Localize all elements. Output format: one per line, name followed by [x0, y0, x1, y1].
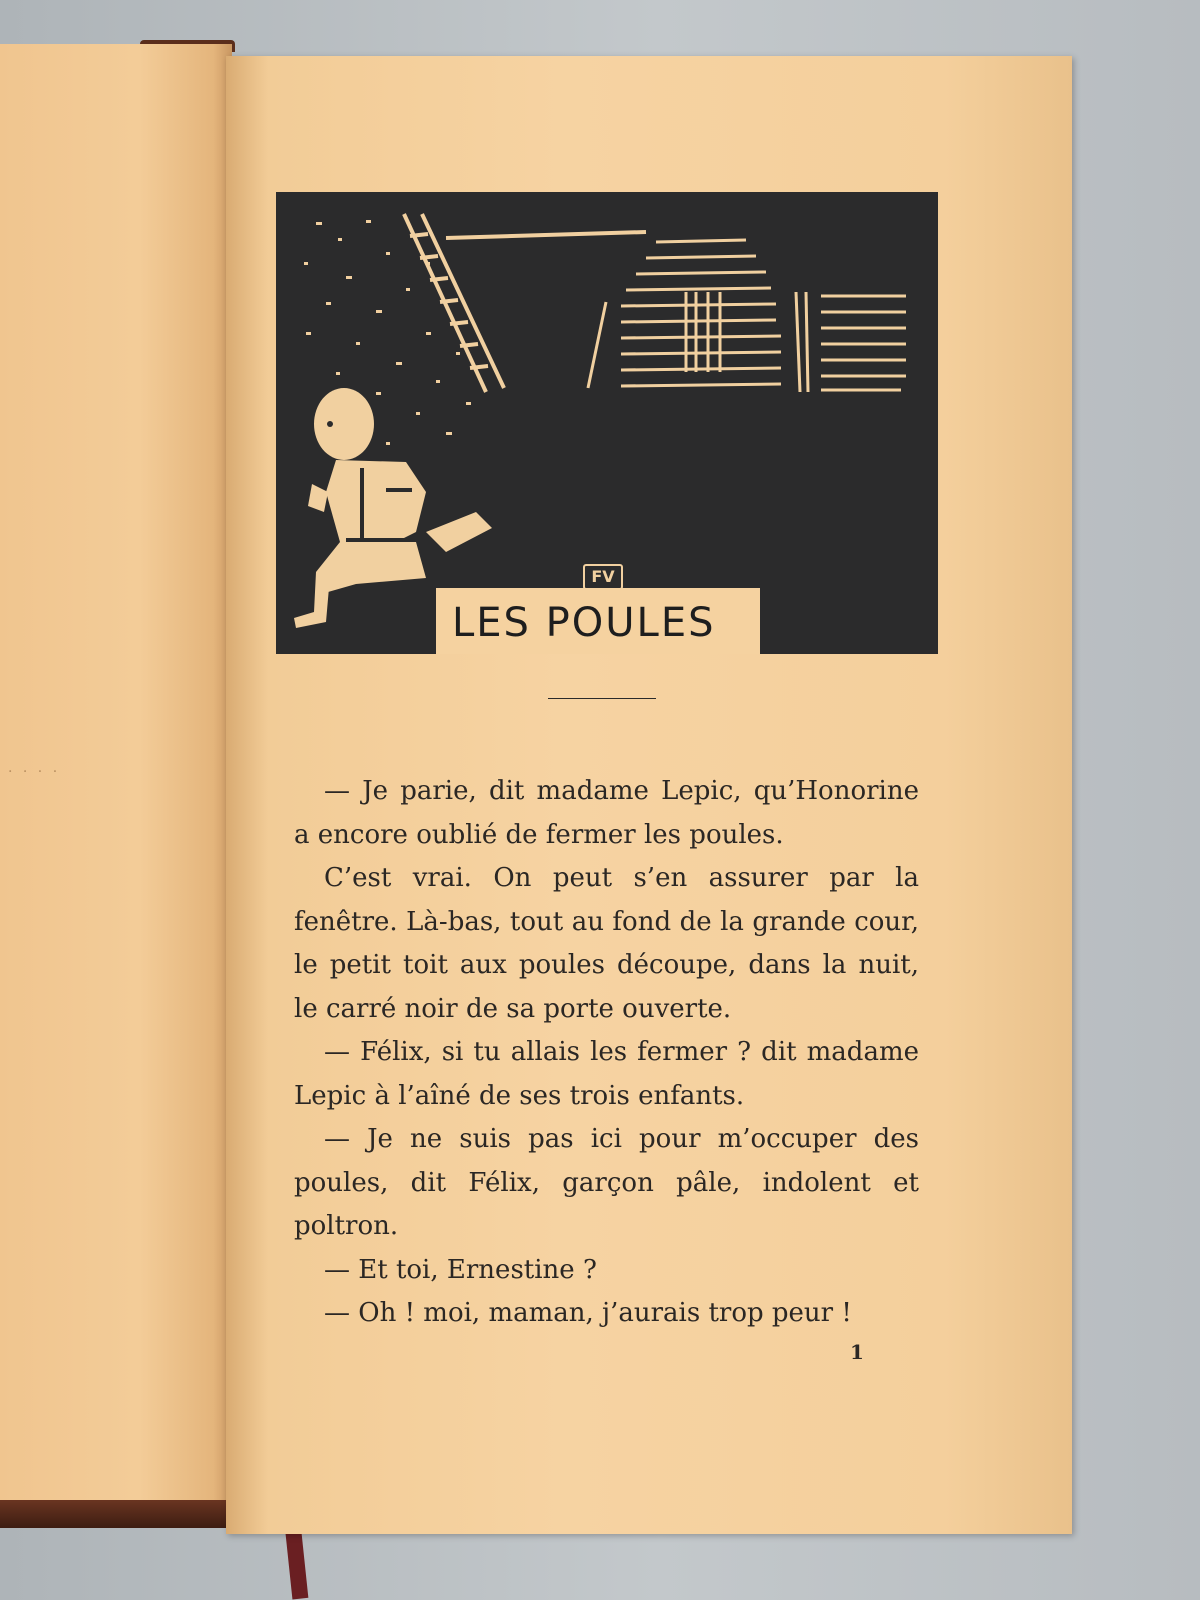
title-rule: [548, 698, 656, 699]
paragraph: — Et toi, Ernestine ?: [324, 1254, 597, 1285]
chapter-text: [294, 770, 919, 1336]
paragraph: — Je ne suis pas ici pour m’occuper des poules, dit Félix, garçon pâle, indolent et poltron.: [294, 1124, 919, 1241]
paragraph: C’est vrai. On peut s’en assurer par la fenêtre. Là-bas, tout au fond de la grande cour, le petit toit aux poules découpe, dans la nuit, le carré noir de sa porte ouverte.: [294, 863, 919, 1024]
left-page: [0, 44, 232, 1500]
show-through-marks: · · · ·: [8, 764, 61, 780]
paragraph: — Oh ! moi, maman, j’aurais trop peur !: [324, 1298, 852, 1328]
page-number: 1: [850, 1340, 864, 1364]
chapter-title: LES POULES: [452, 600, 716, 646]
paragraph: — Félix, si tu allais les fermer ? dit madame Lepic à l’aîné de ses trois enfants.: [294, 1037, 919, 1111]
henhouse: [588, 240, 906, 392]
artist-monogram: FV: [583, 564, 623, 590]
ladder: [404, 214, 504, 392]
roof-line: [446, 232, 646, 238]
paragraph: — Je parie, dit madame Lepic, qu’Honorine a encore oublié de fermer les poules.: [294, 776, 919, 850]
